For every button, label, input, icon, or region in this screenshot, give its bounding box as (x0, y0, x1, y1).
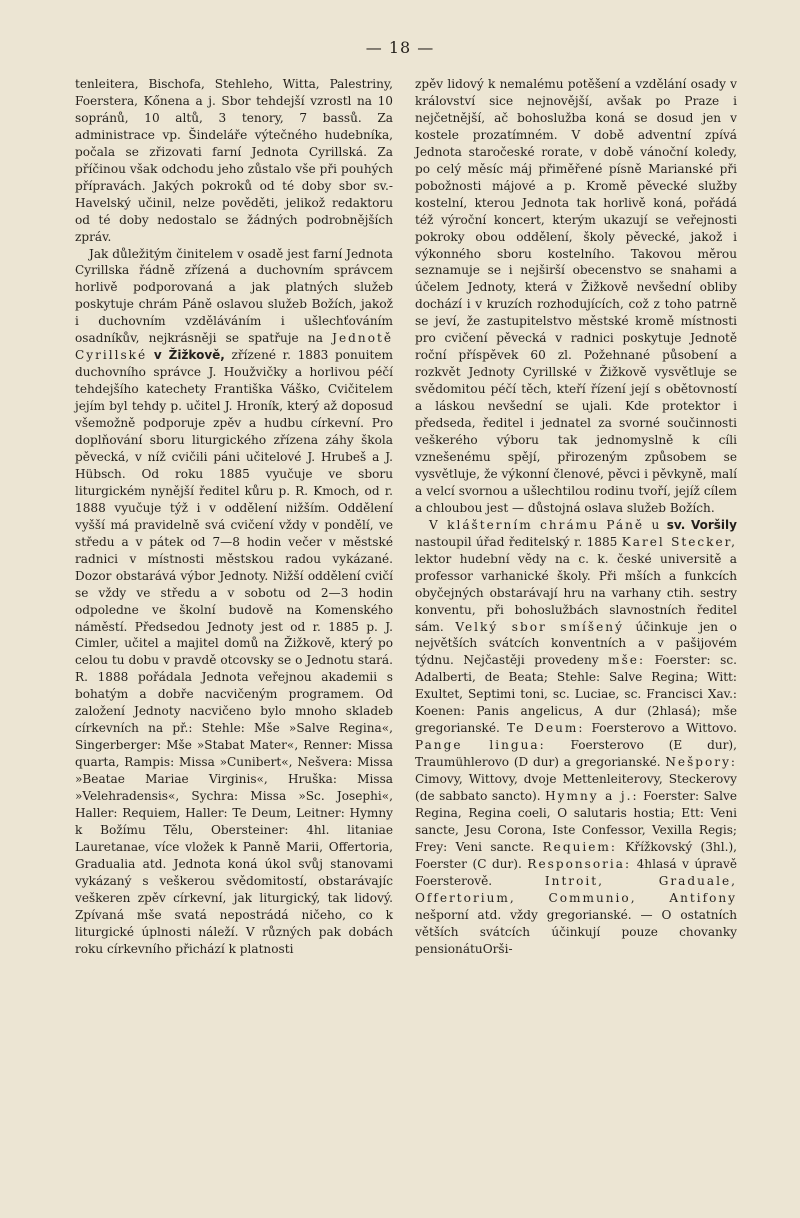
text-run: 4hlasá v úpravě Foersterově. (415, 856, 737, 888)
text-run: účinkuje jen o největších svátcích konventních a v pašijovém týdnu. Nejčastěji provedeny (415, 619, 737, 668)
right-column (415, 76, 737, 958)
spaced-emphasis: Jednotě Cyrillské (75, 331, 393, 363)
page-number: — 18 — (365, 38, 435, 57)
text-run: lektor hudební vědy na c. k. české universitě a professor varhanické školy. Při mších a funkcích obyčejných obstarávají hru na varhany ctih. sestry konventu, při bohoslužbách slavnostních ředitel sám. (415, 551, 737, 634)
spaced-emphasis: Nešpory: (665, 755, 737, 770)
bold-emphasis: sv. Voršily (666, 517, 737, 532)
text-run: Foersterovo (E dur), Traumühlerovo (D dur) a gregorianské. (415, 738, 737, 770)
right-paragraph-1: zpěv lidový k nemalému potěšení a vzdělání osady v království sice nejnovější, avšak po Praze i nejčetnější, ač bohoslužba koná se dosud jen v kostele prozatímném. V době adventní zpívá Jednota staročeské rorate, v době vánoční koledy, po celý měsíc máj přiměřené písně Marianské při pobožnosti májové a p. Kromě pěvecké služby kostelní, kterou Jednota tak horlivě koná, pořádá též výroční koncert, kterým ukazují se veřejnosti pokroky obou oddělení, školy pěvecké, jakož i výkonného sboru kostelního. Takovou měrou seznamuje se i nejširší obecenstvo se snahami a účelem Jednoty, která v Žižkově nevšední obliby dochází i v kruzích rozhodujících, což z toho patrně se jeví, že zastupitelstvo městské kromě místnosti pro cvičení pěvecká v radnici poskytuje Jednotě roční příspěvek 60 zl. Požehnané působení a rozkvět Jednoty Cyrillské v Žižkově vysvětluje se svědomitou péčí těch, kteří řízení její s obětovností a láskou nevšední se ujali. Kde protektor i předseda, ředitel i jednatel za svorné součinnosti veškerého výboru tak jednomyslně k cíli vznešenému spějí, přirozeným způsobem se vysvětluje, že výkonní členové, pěvci i pěvkyně, malí a velcí svornou a ušlechtilou rodinu tvoří, jejíž cílem a chloubou jest — důstojná oslava služeb Božích. (415, 77, 737, 515)
spaced-emphasis: mše: (608, 653, 646, 668)
text-run: Foerster: sc. Adalberti, de Beata; Stehle: Salve Regina; Witt: Exultet, Septimi toni, sc. Luciae, sc. Francisci Xav.: Koenen: Panis angelicus, A dur (2hlasá); mše gregorianské. (415, 653, 737, 736)
spaced-emphasis: Hymny a j.: (545, 789, 639, 804)
spaced-emphasis: Velký sbor smíšený (455, 619, 624, 634)
spaced-emphasis: Introit, Graduale, Offertorium, Communio, Antifony (415, 873, 737, 905)
text-run: nastoupil úřad ředitelský r. 1885 (415, 534, 618, 549)
left-column (75, 76, 393, 958)
text-run: Křížkovský (3hl.), Foerster (C dur). (415, 839, 738, 871)
text-run: Jak důležitým činitelem v osadě jest farní Jednota Cyrillska řádně zřízená a duchovním správcem horlivě podporovaná a jak platných služeb poskytuje chrám Páně oslavou služeb Božích, jakož i duchovním vzděláváním i ušlechťováním osadníkův, nejkrásněji se spatřuje na (75, 246, 393, 346)
right-paragraph-2 (415, 517, 737, 958)
spaced-emphasis: Karel Stecker, (621, 534, 737, 549)
text-run: Cimovy, Wittovy, dvoje Mettenleiterovy, Steckerovy (de sabbato sancto). (415, 772, 737, 804)
spaced-emphasis: Pange lingua: (415, 738, 546, 753)
left-paragraph-2 (75, 246, 393, 958)
text-run: Foersterovo a Wittovo. (591, 721, 737, 736)
spaced-emphasis: V klášterním chrámu Páně u (429, 517, 662, 532)
text-run: zřízené r. 1883 ponuitem duchovního správce J. Houžvičky a horlivou péčí tehdejšího katechety Františka Váško, Cvičitelem jejím byl tehdy p. učitel J. Hroník, který až doposud všemožně podporuje zpěv a hudbu církevní. Pro doplňování sboru liturgického zřízena záhy škola pěvecká, v níž cvičili páni učitelové J. Hrubeš a J. Hübsch. Od roku 1885 vyučuje ve sboru liturgickém nynější ředitel kůru p. R. Kmoch, od r. 1888 vyučuje týž i v oddělení nižším. Oddělení vyšší má pravidelně svá cvičení vždy v pondělí, ve středu a v pátek od 7—8 hodin večer v městské radnici v místnosti městskou radou vykázané. Dozor obstarává výbor Jednoty. Nižší oddělení cvičí se vždy ve středu a v sobotu od 2—3 hodin odpoledne ve školní budově na Komenského náměstí. Předsedou Jednoty jest od r. 1885 p. J. Cimler, učitel a majitel domů na Žižkově, který po celou tu dobu v pravdě otcovsky se o Jednotu stará. R. 1888 pořádala Jednota veřejnou akademii s bohatým a dobře nacvičeným programem. Od založení Jednoty nacvičeno bylo mnoho skladeb církevních na př.: Stehle: Mše »Salve Regina«, Singerberger: Mše »Stabat Mater«, Renner: Missa quarta, Rampis: Missa »Cunibert«, Nešvera: Missa »Beatae Mariae Virginis«, Hruška: Missa »Velehradensis«, Sychra: Missa »Sc. Josephi«, Haller: Requiem, Haller: Te Deum, Leitner: Hymny k Božímu Tělu, Obersteiner: 4hl. litaniae Lauretanae, více vložek k Panně Marii, Offertoria, Gradualia atd. Jednota koná úkol svůj stanovami vykázaný s veškerou svědomitostí, obstarávajíc veškeren zpěv církevní, jak liturgický, tak lidový. Zpívaná mše svatá nepostrádá ničeho, co k liturgické úplnosti náleží. V různých pak dobách roku církevního přichází k platnosti (75, 348, 393, 956)
spaced-emphasis: Te Deum: (506, 721, 585, 736)
text-run: nešporní atd. vždy gregorianské. — O ostatních větších svátcích účinkují pouze chovanky pensionátuOrši- (415, 907, 737, 956)
left-paragraph-1: tenleitera, Bischofa, Stehleho, Witta, Palestriny, Foerstera, Kőnena a j. Sbor tehdejší vzrostl na 10 sopránů, 10 altů, 3 tenory, 7 bassů. Za administrace vp. Šindeláře výtečného hudebníka, počala se zřizovati farní Jednota Cyrillská. Za příčinou však odchodu jeho zůstalo vše při pouhých přípravách. Jakých pokroků od té doby sbor sv.-Havelský učinil, nelze pověděti, jelikož redaktoru od té doby nedostalo se žádných podrobnějších zpráv. (75, 77, 393, 244)
spaced-emphasis: Requiem: (542, 839, 617, 854)
text-run: Foerster: Salve Regina, Regina coeli, O salutaris hostia; Ett: Veni sancte, Jesu Corona, Iste Confessor, Vexilla Regis; Frey: Veni sancte. (415, 789, 737, 854)
bold-emphasis: v Žižkově, (153, 348, 225, 363)
spaced-emphasis: Responsoria: (527, 856, 632, 871)
